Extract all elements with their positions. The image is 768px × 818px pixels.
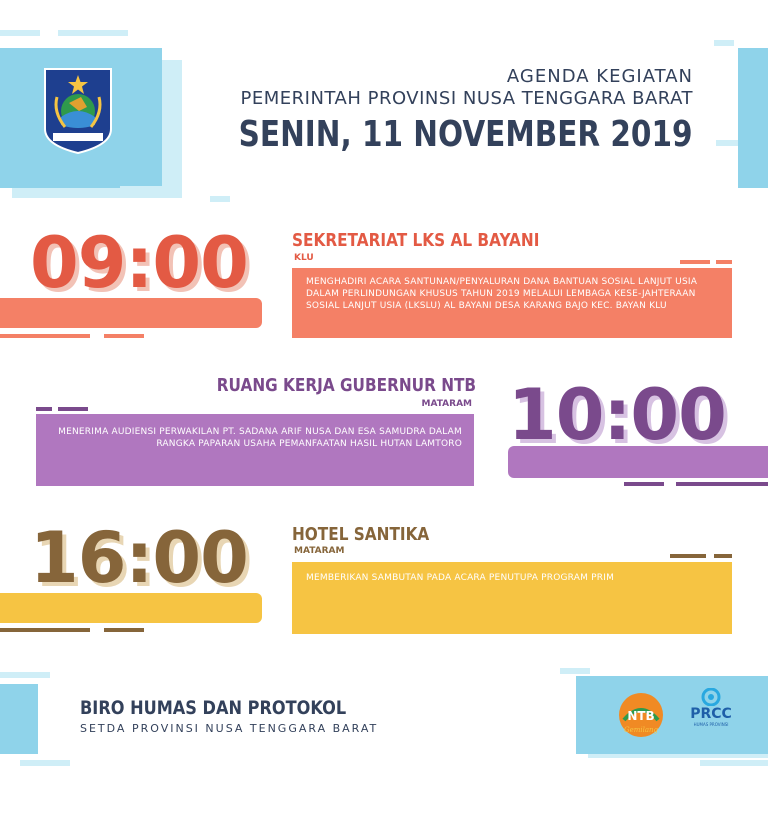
agenda-location: MATARAM: [294, 546, 345, 556]
decor-dash: [700, 760, 768, 766]
decor-dash: [624, 482, 664, 486]
agenda-time: 16:00: [30, 517, 248, 599]
agenda-description: MENGHADIRI ACARA SANTUNAN/PENYALURAN DANA BANTUAN SOSIAL LANJUT USIA DALAM PERLINDUNGAN KHUSUS TAHUN 2019 MELALUI LEMBAGA KESE-JAHTERAAN SOSIAL LANJUT USIA (LKSLU) AL BAYANI DESA KARANG BAJO KEC. BAYAN KLU: [306, 277, 698, 311]
decor-dash: [0, 334, 90, 338]
decor-dash: [714, 554, 732, 558]
footer-left-box: [0, 684, 38, 754]
ntb-gemilang-logo: [616, 690, 666, 740]
footer-logo-box: [576, 676, 768, 754]
decor-dash: [20, 760, 70, 766]
decor-dash: [680, 260, 710, 264]
decor-dash: [104, 334, 144, 338]
prcc-logo: [684, 688, 738, 740]
agenda-time: 10:00: [508, 374, 726, 456]
agenda-location: KLU: [294, 253, 314, 263]
agenda-description-box: [292, 268, 732, 338]
ntb-emblem-logo: [43, 67, 113, 155]
decor-dash: [120, 186, 180, 192]
decor-dash: [0, 628, 90, 632]
decor-dash: [676, 482, 768, 486]
decor-dash: [58, 407, 88, 411]
footer-subtitle: SETDA PROVINSI NUSA TENGGARA BARAT: [80, 722, 379, 735]
prcc-swirl-icon: [700, 688, 722, 706]
decor-dash: [210, 196, 230, 202]
agenda-time: 09:00: [30, 222, 248, 304]
decor-dash: [104, 628, 144, 632]
decor-dash: [36, 407, 52, 411]
footer-title: BIRO HUMAS DAN PROTOKOL: [80, 697, 347, 719]
header-date: SENIN, 11 NOVEMBER 2019: [239, 114, 693, 155]
decor-dash: [670, 554, 706, 558]
agenda-place: RUANG KERJA GUBERNUR NTB: [216, 375, 476, 396]
agenda-description-box: [292, 562, 732, 634]
decor-dash: [0, 30, 40, 36]
header-right-box: [738, 48, 768, 188]
agenda-place: HOTEL SANTIKA: [292, 524, 430, 545]
decor-dash: [714, 40, 734, 46]
decor-dash: [58, 30, 128, 36]
decor-dash: [560, 668, 590, 674]
agenda-description: MEMBERIKAN SAMBUTAN PADA ACARA PENUTUPA PROGRAM PRIM: [306, 573, 615, 583]
ntb-logo-sub: Gemilang: [623, 726, 659, 734]
header-title-line2: PEMERINTAH PROVINSI NUSA TENGGARA BARAT: [240, 88, 693, 109]
ntb-logo-text: NTB: [627, 709, 655, 723]
decor-dash: [0, 672, 50, 678]
decor-dash: [716, 260, 732, 264]
header-title-line1: AGENDA KEGIATAN: [506, 66, 693, 87]
agenda-place: SEKRETARIAT LKS AL BAYANI: [292, 230, 540, 251]
decor-dash: [716, 140, 738, 146]
agenda-description: MENERIMA AUDIENSI PERWAKILAN PT. SADANA ARIF NUSA DAN ESA SAMUDRA DALAM RANGKA PAPARAN USAHA PEMANFAATAN HASIL HUTAN LAMTORO: [58, 427, 462, 449]
prcc-logo-text: PRCC: [690, 706, 732, 722]
agenda-location: MATARAM: [421, 399, 472, 409]
prcc-logo-sub: HUMAS PROVINSI: [693, 722, 729, 727]
agenda-description-box: [36, 414, 474, 486]
